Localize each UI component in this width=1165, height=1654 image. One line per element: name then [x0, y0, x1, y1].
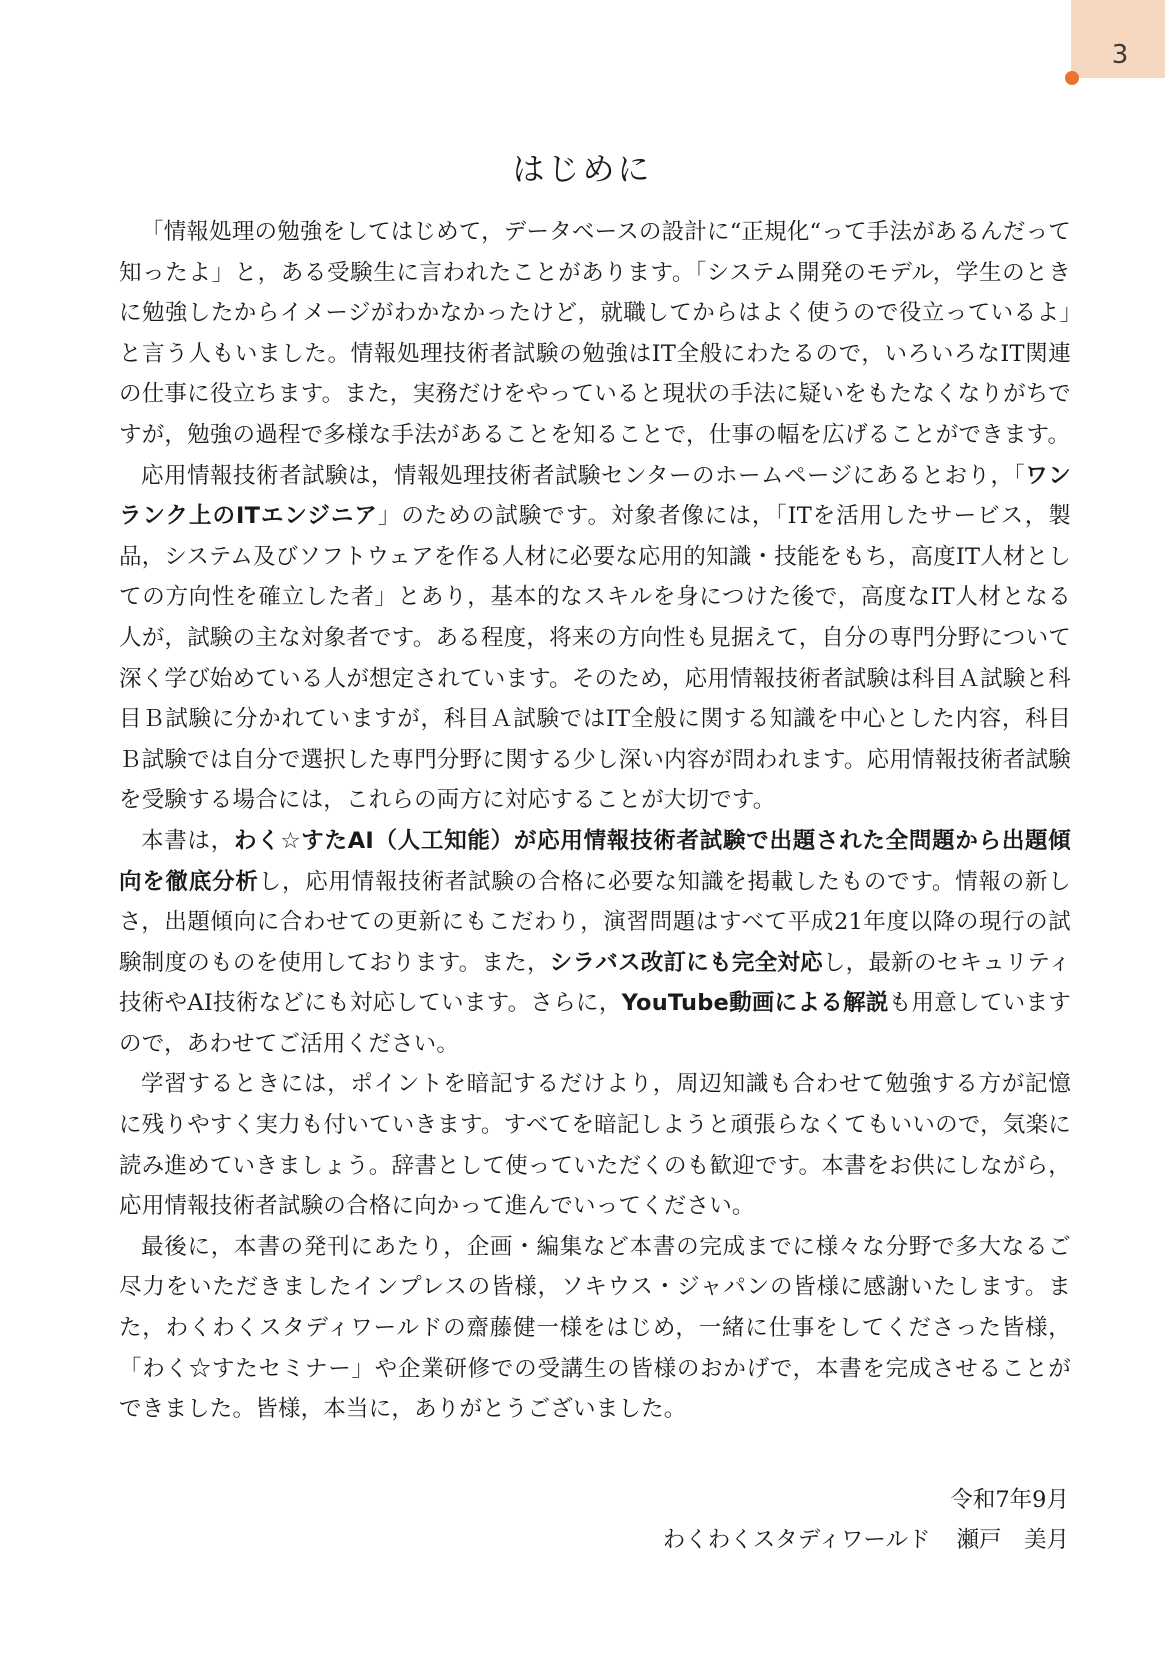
closing-block [663, 1480, 1069, 1560]
paragraph [119, 1064, 1071, 1226]
emphasis-text: YouTube動画による解説 [621, 990, 889, 1017]
paragraph [119, 1227, 1071, 1430]
emphasis-text: シラバス改訂にも完全対応 [549, 949, 823, 976]
page-marker-dot [1065, 71, 1079, 85]
paragraph-text: 「情報処理の勉強をしてはじめて，データベースの設計に“正規化“って手法があるんだって知ったよ」と，ある受験生に言われたことがあります。「システム開発のモデル，学生のときに勉強したからイメージがわかなかったけど，就職してからはよく使うので役立っているよ」と言う人もいました。情報処理技術者試験の勉強はIT全般にわたるので，いろいろなIT関連の仕事に役立ちます。また，実務だけをやっていると現状の手法に疑いをもたなくなりがちですが，勉強の過程で多様な手法があることを知ることで，仕事の幅を広げることができます。 [119, 219, 1071, 448]
closing-date: 令和7年9月 [950, 1487, 1069, 1513]
paragraph-text: も用意していますので，あわせてご活用ください。 [119, 990, 1071, 1057]
paragraph-text: し，最新のセキュリティ技術やAI技術などにも対応しています。さらに， [119, 949, 1071, 1017]
emphasis-text: わく☆すたAI（人工知能）が応用情報技術者試験で出題された全問題から出題傾向を徹底分析 [119, 827, 1071, 895]
paragraph-text: 応用情報技術者試験は，情報処理技術者試験センターのホームページにあるとおり，「 [141, 462, 1026, 489]
paragraph-text: 本書は， [141, 827, 234, 854]
paragraph [119, 456, 1071, 821]
paragraph-text: し，応用情報技術者試験の合格に必要な知識を掲載したものです。情報の新しさ，出題傾向に合わせての更新にもこだわり，演習問題はすべて平成21年度以降の現行の試験制度のものを使用しております。また， [119, 868, 1072, 976]
page-number: 3 [1111, 40, 1129, 70]
signature [663, 1520, 1069, 1560]
signature-organization: わくわくスタディワールド [662, 1527, 931, 1553]
paragraph-text: 最後に，本書の発刊にあたり，企画・編集など本書の完成までに様々な分野で多大なるご尽力をいただきましたインプレスの皆様，ソキウス・ジャパンの皆様に感謝いたします。また，わくわくスタディワールドの齋藤健一様をはじめ，一緒に仕事をしてくださった皆様，「わく☆すたセミナー」や企業研修での受講生の皆様のおかげで，本書を完成させることができました。皆様，本当に，ありがとうございました。 [119, 1233, 1071, 1423]
emphasis-text: ワンランク上のITエンジニア [119, 462, 1071, 530]
paragraph-text: 学習するときには，ポイントを暗記するだけより，周辺知識も合わせて勉強する方が記憶に残りやすく実力も付いていきます。すべてを暗記しようと頑張らなくてもいいので，気楽に読み進めていきましょう。辞書として使っていただくのも歓迎です。本書をお供にしながら，応用情報技術者試験の合格に向かって進んでいってください。 [119, 1071, 1071, 1220]
page-title: はじめに [512, 150, 653, 189]
paragraph-text: 」のための試験です。対象者像には，「ITを活用したサービス，製品，システム及びソフトウェアを作る人材に必要な応用的知識・技能をもち，高度IT人材としての方向性を確立した者」とあり，基本的なスキルを身につけた後で，高度なIT人材となる人が，試験の主な対象者です。ある程度，将来の方向性も見据えて，自分の専門分野について深く学び始めている人が想定されています。そのため，応用情報技術者試験は科目Ａ試験と科目Ｂ試験に分かれていますが，科目Ａ試験ではIT全般に関する知識を中心とした内容，科目Ｂ試験では自分で選択した専門分野に関する少し深い内容が問われます。応用情報技術者試験を受験する場合には，これらの両方に対応することが大切です。 [119, 503, 1072, 814]
paragraph [119, 212, 1071, 456]
paragraph [119, 821, 1071, 1065]
signature-author: 瀬戸 美月 [956, 1527, 1069, 1553]
body-text [119, 212, 1071, 1430]
